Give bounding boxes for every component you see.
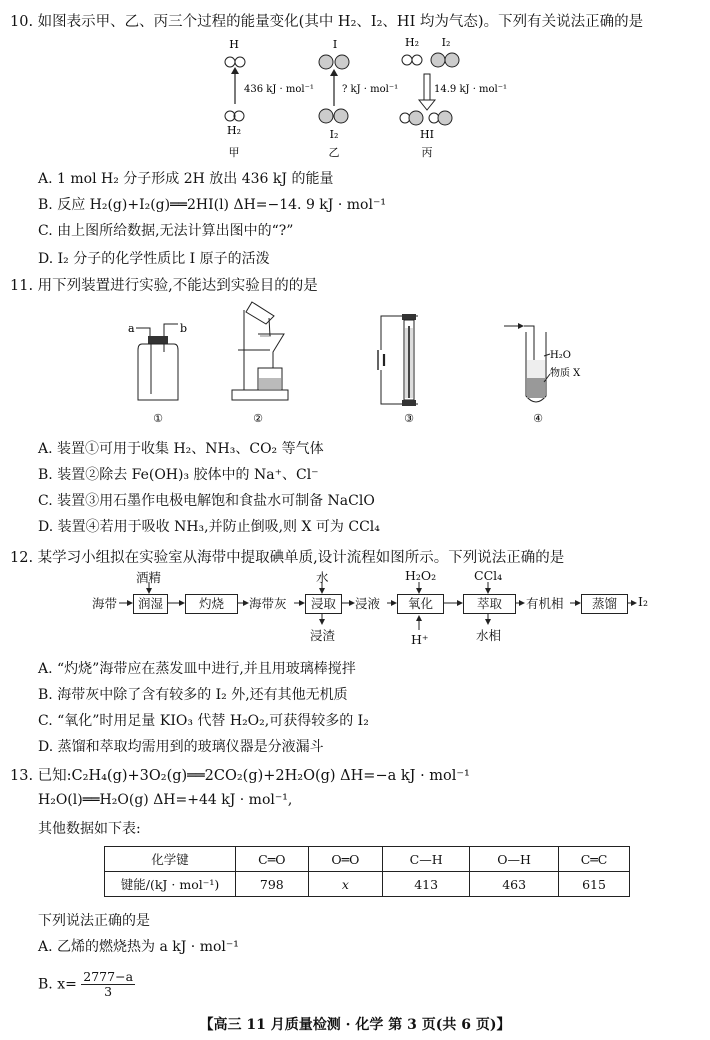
q13-option-a: A. 乙烯的燃烧热为 a kJ · mol⁻¹ [38, 939, 239, 955]
diagram-jia [225, 38, 314, 159]
q11-option-c: C. 装置③用石墨作电极电解饱和食盐水可制备 NaClO [38, 493, 375, 509]
apparatus-figure [120, 296, 590, 428]
flow-box-extraction: 萃取 [463, 594, 516, 614]
table-header-cell: C═O [236, 847, 309, 872]
q12-option-c: C. “氧化”时用足量 KIO₃ 代替 H₂O₂,可获得较多的 I₂ [38, 713, 369, 729]
q10-stem: 10. 如图表示甲、乙、丙三个过程的能量变化(其中 H₂、I₂、HI 均为气态)。下列有关说法正确的是 [10, 14, 644, 30]
q11-option-a: A. 装置①可用于收集 H₂、NH₃、CO₂ 等气体 [38, 441, 324, 457]
label-b: b [180, 322, 188, 335]
label-a: a [128, 322, 135, 335]
flow-output-aqueous: 水相 [476, 628, 502, 643]
flow-end: I₂ [638, 594, 648, 609]
flow-box-distillation: 蒸馏 [581, 594, 628, 614]
jia-top-label: H [229, 38, 239, 51]
q13-water-equation: H₂O(l)══H₂O(g) ΔH=+44 kJ · mol⁻¹, [38, 792, 293, 808]
fraction-numerator: 2777−a [83, 969, 134, 984]
flow-box-leaching: 浸取 [305, 594, 342, 614]
table-cell: x [308, 872, 382, 897]
q10-option-b: B. 反应 H₂(g)+I₂(g)══2HI(l) ΔH=−14. 9 kJ · mol⁻¹ [38, 197, 386, 213]
apparatus-1-gas-bottle [128, 322, 187, 425]
label-2: ② [253, 412, 263, 425]
jia-bottom-label: H₂ [226, 124, 242, 137]
q13-option-b-fraction [81, 970, 135, 999]
flow-box-oxidation: 氧化 [397, 594, 444, 614]
table-header-cell: O═O [308, 847, 382, 872]
q10-option-d: D. I₂ 分子的化学性质比 I 原子的活泼 [38, 251, 270, 267]
q13-stem: 13. 已知:C₂H₄(g)+3O₂(g)══2CO₂(g)+2H₂O(g) ΔH=−a kJ · mol⁻¹ [10, 768, 470, 784]
fraction-denominator: 3 [104, 984, 113, 999]
q12-option-b: B. 海带灰中除了含有较多的 I₂ 外,还有其他无机质 [38, 687, 348, 703]
flow-start: 海带 [92, 596, 118, 611]
flow-mid-ash: 海带灰 [249, 596, 287, 611]
label-4: ④ [533, 412, 543, 425]
diagram-bing [400, 36, 507, 159]
label-h2o: H₂O [550, 350, 571, 361]
bing-name: 丙 [421, 146, 433, 159]
q11-stem: 11. 用下列装置进行实验,不能达到实验目的的是 [10, 278, 318, 294]
yi-energy-label: ? kJ · mol⁻¹ [342, 84, 399, 95]
flow-input-h2o2: H₂O₂ [405, 568, 437, 583]
q10-option-a: A. 1 mol H₂ 分子形成 2H 放出 436 kJ 的能量 [38, 171, 334, 187]
table-header-cell: 化学键 [105, 847, 236, 872]
flow-input-water: 水 [316, 570, 329, 585]
table-cell: 463 [470, 872, 559, 897]
energy-diagram [220, 34, 520, 164]
table-row [105, 872, 630, 897]
q12-option-d: D. 蒸馏和萃取均需用到的玻璃仪器是分液漏斗 [38, 739, 324, 755]
jia-energy-label: 436 kJ · mol⁻¹ [244, 84, 314, 95]
apparatus-2-filtration [232, 302, 288, 425]
label-substance-x: 物质 X [550, 368, 581, 379]
flow-output-residue: 浸渣 [310, 628, 336, 643]
table-header-cell: O—H [470, 847, 559, 872]
flow-input-alcohol: 酒精 [136, 570, 162, 585]
flow-box-wetting: 润湿 [133, 594, 168, 614]
q13-table-intro: 其他数据如下表: [38, 821, 141, 837]
q11-option-d: D. 装置④若用于吸收 NH₃,并防止倒吸,则 X 可为 CCl₄ [38, 519, 380, 535]
q10-option-c: C. 由上图所给数据,无法计算出图中的“?” [38, 223, 294, 239]
label-1: ① [153, 412, 163, 425]
page-footer: 【高三 11 月质量检测 · 化学 第 3 页(共 6 页)】 [199, 1017, 511, 1033]
flow-input-ccl4: CCl₄ [474, 568, 503, 583]
diagram-yi [319, 38, 398, 159]
table-cell: 615 [559, 872, 630, 897]
bing-bottom-label: HI [420, 128, 434, 141]
bond-energy-table [104, 846, 630, 897]
yi-bottom-label: I₂ [329, 128, 339, 141]
table-row [105, 847, 630, 872]
table-header-cell: C═C [559, 847, 630, 872]
flow-box-burning: 灼烧 [185, 594, 238, 614]
bing-top-label-1: H₂ [404, 36, 420, 49]
table-cell: 413 [383, 872, 470, 897]
q13-question-line: 下列说法正确的是 [38, 913, 150, 929]
q12-option-a: A. “灼烧”海带应在蒸发皿中进行,并且用玻璃棒搅拌 [38, 661, 356, 677]
q13-option-b [38, 970, 135, 999]
q13-option-b-prefix: B. x= [38, 976, 77, 993]
q11-option-b: B. 装置②除去 Fe(OH)₃ 胶体中的 Na⁺、Cl⁻ [38, 467, 319, 483]
apparatus-3-electrolysis [364, 314, 418, 425]
flow-input-h-plus: H⁺ [411, 632, 429, 647]
yi-top-label: I [332, 38, 338, 51]
flow-mid-organic: 有机相 [526, 596, 564, 611]
table-row-label: 键能/(kJ · mol⁻¹) [105, 872, 236, 897]
yi-name: 乙 [328, 146, 340, 159]
flow-mid-leachate: 浸液 [355, 596, 381, 611]
bing-top-label-2: I₂ [441, 36, 451, 49]
q12-stem: 12. 某学习小组拟在实验室从海带中提取碘单质,设计流程如图所示。下列说法正确的是 [10, 550, 565, 566]
table-cell: 798 [236, 872, 309, 897]
apparatus-4-absorption [504, 323, 581, 425]
table-header-cell: C—H [383, 847, 470, 872]
jia-name: 甲 [228, 146, 240, 159]
bing-energy-label: 14.9 kJ · mol⁻¹ [434, 84, 508, 95]
label-3: ③ [404, 412, 414, 425]
